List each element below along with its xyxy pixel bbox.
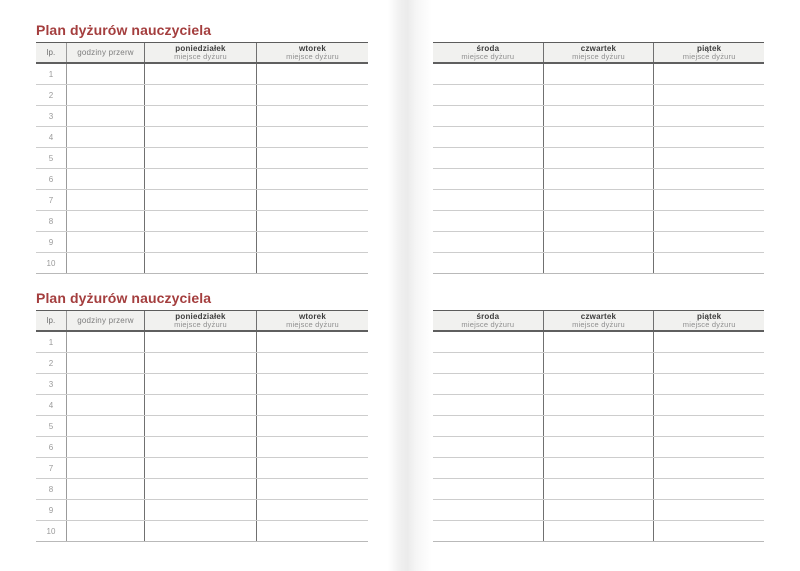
duty-place-cell — [257, 521, 368, 541]
row-number: 5 — [36, 148, 67, 168]
table-row — [433, 253, 764, 274]
table-row — [36, 437, 368, 458]
table-row — [36, 332, 368, 353]
duty-place-cell — [257, 353, 368, 373]
table-row — [433, 374, 764, 395]
duty-place-cell — [544, 479, 655, 499]
row-number: 1 — [36, 332, 67, 352]
row-number: 10 — [36, 253, 67, 273]
duty-place-cell — [654, 332, 764, 352]
duty-place-cell — [433, 374, 544, 394]
duty-place-cell — [433, 332, 544, 352]
page-title: Plan dyżurów nauczyciela — [36, 22, 212, 38]
duty-table-right-top — [433, 42, 764, 274]
duty-place-cell — [544, 500, 655, 520]
duty-place-cell — [257, 500, 368, 520]
duty-place-cell — [145, 500, 257, 520]
break-hours-cell — [67, 64, 145, 84]
duty-place-cell — [145, 374, 257, 394]
page-title: Plan dyżurów nauczyciela — [36, 290, 212, 306]
table-row — [433, 148, 764, 169]
table-row — [433, 458, 764, 479]
duty-place-cell — [544, 395, 655, 415]
row-number: 4 — [36, 395, 67, 415]
duty-place-cell — [257, 253, 368, 273]
row-number: 6 — [36, 169, 67, 189]
row-number: 6 — [36, 437, 67, 457]
duty-place-cell — [145, 106, 257, 126]
duty-place-cell — [654, 479, 764, 499]
break-hours-cell — [67, 479, 145, 499]
column-header-piatek — [654, 43, 764, 62]
duty-place-cell — [145, 458, 257, 478]
table-row — [36, 85, 368, 106]
duty-place-cell — [544, 521, 655, 541]
duty-place-cell — [145, 437, 257, 457]
table-row — [433, 353, 764, 374]
row-number: 2 — [36, 85, 67, 105]
row-number: 3 — [36, 106, 67, 126]
duty-place-cell — [145, 64, 257, 84]
duty-place-cell — [654, 106, 764, 126]
table-row — [433, 169, 764, 190]
duty-place-cell — [654, 253, 764, 273]
table-row — [433, 106, 764, 127]
break-hours-cell — [67, 521, 145, 541]
break-hours-cell — [67, 232, 145, 252]
duty-place-cell — [544, 374, 655, 394]
duty-place-cell — [433, 127, 544, 147]
duty-place-cell — [433, 253, 544, 273]
duty-place-cell — [544, 148, 655, 168]
row-number: 2 — [36, 353, 67, 373]
duty-place-cell — [654, 458, 764, 478]
duty-place-cell — [145, 85, 257, 105]
break-hours-cell — [67, 395, 145, 415]
column-label: piątek — [697, 311, 722, 321]
column-header-lp: lp. — [36, 311, 67, 330]
column-label: piątek — [697, 43, 722, 53]
duty-place-cell — [433, 169, 544, 189]
duty-place-cell — [433, 500, 544, 520]
duty-place-cell — [433, 85, 544, 105]
column-label: poniedziałek — [175, 311, 226, 321]
table-row — [433, 190, 764, 211]
duty-place-cell — [544, 169, 655, 189]
column-header-piatek — [654, 311, 764, 330]
duty-place-cell — [654, 416, 764, 436]
page-gutter-shadow — [388, 0, 434, 571]
duty-place-cell — [544, 106, 655, 126]
duty-table-right-bottom — [433, 310, 764, 542]
column-label: poniedziałek — [175, 43, 226, 53]
row-number: 8 — [36, 211, 67, 231]
break-hours-cell — [67, 211, 145, 231]
column-sublabel: miejsce dyżuru — [572, 51, 625, 61]
duty-place-cell — [257, 190, 368, 210]
row-number: 9 — [36, 500, 67, 520]
column-label: czwartek — [580, 311, 617, 321]
table-row — [36, 353, 368, 374]
duty-place-cell — [433, 190, 544, 210]
column-label: czwartek — [580, 43, 617, 53]
column-label: wtorek — [299, 43, 326, 53]
row-number: 10 — [36, 521, 67, 541]
break-hours-cell — [67, 169, 145, 189]
duty-place-cell — [257, 127, 368, 147]
duty-place-cell — [433, 148, 544, 168]
column-header-lp: lp. — [36, 43, 67, 62]
table-row — [36, 458, 368, 479]
duty-place-cell — [433, 232, 544, 252]
duty-place-cell — [544, 437, 655, 457]
row-number: 4 — [36, 127, 67, 147]
break-hours-cell — [67, 353, 145, 373]
row-number: 7 — [36, 458, 67, 478]
duty-place-cell — [257, 106, 368, 126]
duty-place-cell — [433, 521, 544, 541]
break-hours-cell — [67, 253, 145, 273]
duty-place-cell — [544, 127, 655, 147]
duty-place-cell — [145, 332, 257, 352]
table-row — [36, 211, 368, 232]
break-hours-cell — [67, 332, 145, 352]
duty-place-cell — [257, 232, 368, 252]
column-sublabel: miejsce dyżuru — [461, 51, 515, 61]
duty-place-cell — [145, 416, 257, 436]
duty-place-cell — [654, 211, 764, 231]
column-header-poniedzialek — [145, 43, 257, 62]
table-row — [433, 332, 764, 353]
duty-place-cell — [654, 353, 764, 373]
column-header-godziny-przerw: godziny przerw — [67, 43, 145, 62]
column-label: wtorek — [299, 311, 326, 321]
break-hours-cell — [67, 437, 145, 457]
table-row — [433, 232, 764, 253]
table-row — [433, 211, 764, 232]
duty-place-cell — [654, 169, 764, 189]
duty-place-cell — [654, 374, 764, 394]
table-row — [36, 190, 368, 211]
duty-place-cell — [433, 416, 544, 436]
duty-place-cell — [544, 253, 655, 273]
table-header-row — [36, 42, 368, 64]
duty-place-cell — [257, 64, 368, 84]
table-row — [433, 127, 764, 148]
break-hours-cell — [67, 416, 145, 436]
duty-place-cell — [257, 85, 368, 105]
column-header-poniedzialek — [145, 311, 257, 330]
column-header-wtorek — [257, 311, 368, 330]
table-row — [433, 416, 764, 437]
break-hours-cell — [67, 106, 145, 126]
duty-place-cell — [654, 64, 764, 84]
column-label: środa — [476, 311, 500, 321]
table-row — [36, 232, 368, 253]
table-row — [433, 521, 764, 542]
column-header-godziny-przerw: godziny przerw — [67, 311, 145, 330]
table-row — [36, 500, 368, 521]
duty-place-cell — [145, 479, 257, 499]
duty-place-cell — [257, 437, 368, 457]
duty-place-cell — [654, 437, 764, 457]
break-hours-cell — [67, 148, 145, 168]
duty-place-cell — [544, 232, 655, 252]
column-sublabel: miejsce dyżuru — [174, 319, 227, 329]
table-header-row — [36, 310, 368, 332]
table-header-row — [433, 42, 764, 64]
duty-place-cell — [544, 332, 655, 352]
duty-place-cell — [145, 232, 257, 252]
column-sublabel: miejsce dyżuru — [286, 319, 339, 329]
duty-place-cell — [544, 458, 655, 478]
duty-place-cell — [544, 85, 655, 105]
column-header-wtorek — [257, 43, 368, 62]
duty-place-cell — [257, 211, 368, 231]
duty-place-cell — [433, 395, 544, 415]
table-row — [36, 479, 368, 500]
duty-place-cell — [257, 458, 368, 478]
duty-place-cell — [544, 353, 655, 373]
column-header-sroda — [433, 43, 544, 62]
table-row — [36, 148, 368, 169]
column-sublabel: miejsce dyżuru — [286, 51, 339, 61]
column-label: środa — [476, 43, 500, 53]
column-sublabel: miejsce dyżuru — [572, 319, 625, 329]
table-row — [36, 374, 368, 395]
table-row — [36, 169, 368, 190]
table-row — [36, 521, 368, 542]
duty-place-cell — [654, 190, 764, 210]
duty-place-cell — [257, 374, 368, 394]
table-row — [36, 416, 368, 437]
table-row — [36, 64, 368, 85]
break-hours-cell — [67, 85, 145, 105]
column-header-czwartek — [544, 43, 655, 62]
column-sublabel: miejsce dyżuru — [682, 319, 736, 329]
duty-place-cell — [257, 169, 368, 189]
duty-place-cell — [433, 106, 544, 126]
duty-place-cell — [257, 332, 368, 352]
break-hours-cell — [67, 374, 145, 394]
row-number: 9 — [36, 232, 67, 252]
duty-place-cell — [433, 479, 544, 499]
row-number: 8 — [36, 479, 67, 499]
duty-place-cell — [544, 416, 655, 436]
duty-place-cell — [145, 190, 257, 210]
column-header-czwartek — [544, 311, 655, 330]
row-number: 3 — [36, 374, 67, 394]
duty-place-cell — [145, 521, 257, 541]
duty-place-cell — [433, 211, 544, 231]
table-row — [433, 500, 764, 521]
duty-place-cell — [544, 211, 655, 231]
duty-place-cell — [433, 437, 544, 457]
row-number: 5 — [36, 416, 67, 436]
duty-place-cell — [544, 190, 655, 210]
table-row — [433, 395, 764, 416]
duty-place-cell — [257, 148, 368, 168]
duty-place-cell — [654, 127, 764, 147]
duty-place-cell — [145, 211, 257, 231]
duty-place-cell — [145, 395, 257, 415]
table-row — [36, 253, 368, 274]
table-header-row — [433, 310, 764, 332]
break-hours-cell — [67, 500, 145, 520]
duty-place-cell — [654, 521, 764, 541]
duty-place-cell — [145, 353, 257, 373]
table-row — [36, 106, 368, 127]
duty-place-cell — [145, 127, 257, 147]
column-header-sroda — [433, 311, 544, 330]
duty-place-cell — [433, 458, 544, 478]
duty-place-cell — [257, 395, 368, 415]
break-hours-cell — [67, 190, 145, 210]
duty-place-cell — [433, 353, 544, 373]
column-sublabel: miejsce dyżuru — [682, 51, 736, 61]
duty-place-cell — [654, 500, 764, 520]
duty-place-cell — [433, 64, 544, 84]
row-number: 1 — [36, 64, 67, 84]
duty-place-cell — [257, 416, 368, 436]
duty-place-cell — [654, 85, 764, 105]
break-hours-cell — [67, 458, 145, 478]
duty-place-cell — [654, 395, 764, 415]
table-row — [433, 479, 764, 500]
table-row — [433, 64, 764, 85]
duty-place-cell — [145, 253, 257, 273]
duty-place-cell — [145, 148, 257, 168]
duty-place-cell — [654, 148, 764, 168]
column-sublabel: miejsce dyżuru — [174, 51, 227, 61]
table-row — [36, 127, 368, 148]
table-row — [433, 85, 764, 106]
duty-place-cell — [257, 479, 368, 499]
break-hours-cell — [67, 127, 145, 147]
duty-table-left-top — [36, 42, 368, 274]
duty-place-cell — [544, 64, 655, 84]
column-sublabel: miejsce dyżuru — [461, 319, 515, 329]
duty-table-left-bottom — [36, 310, 368, 542]
duty-place-cell — [654, 232, 764, 252]
table-row — [36, 395, 368, 416]
table-row — [433, 437, 764, 458]
duty-place-cell — [145, 169, 257, 189]
row-number: 7 — [36, 190, 67, 210]
